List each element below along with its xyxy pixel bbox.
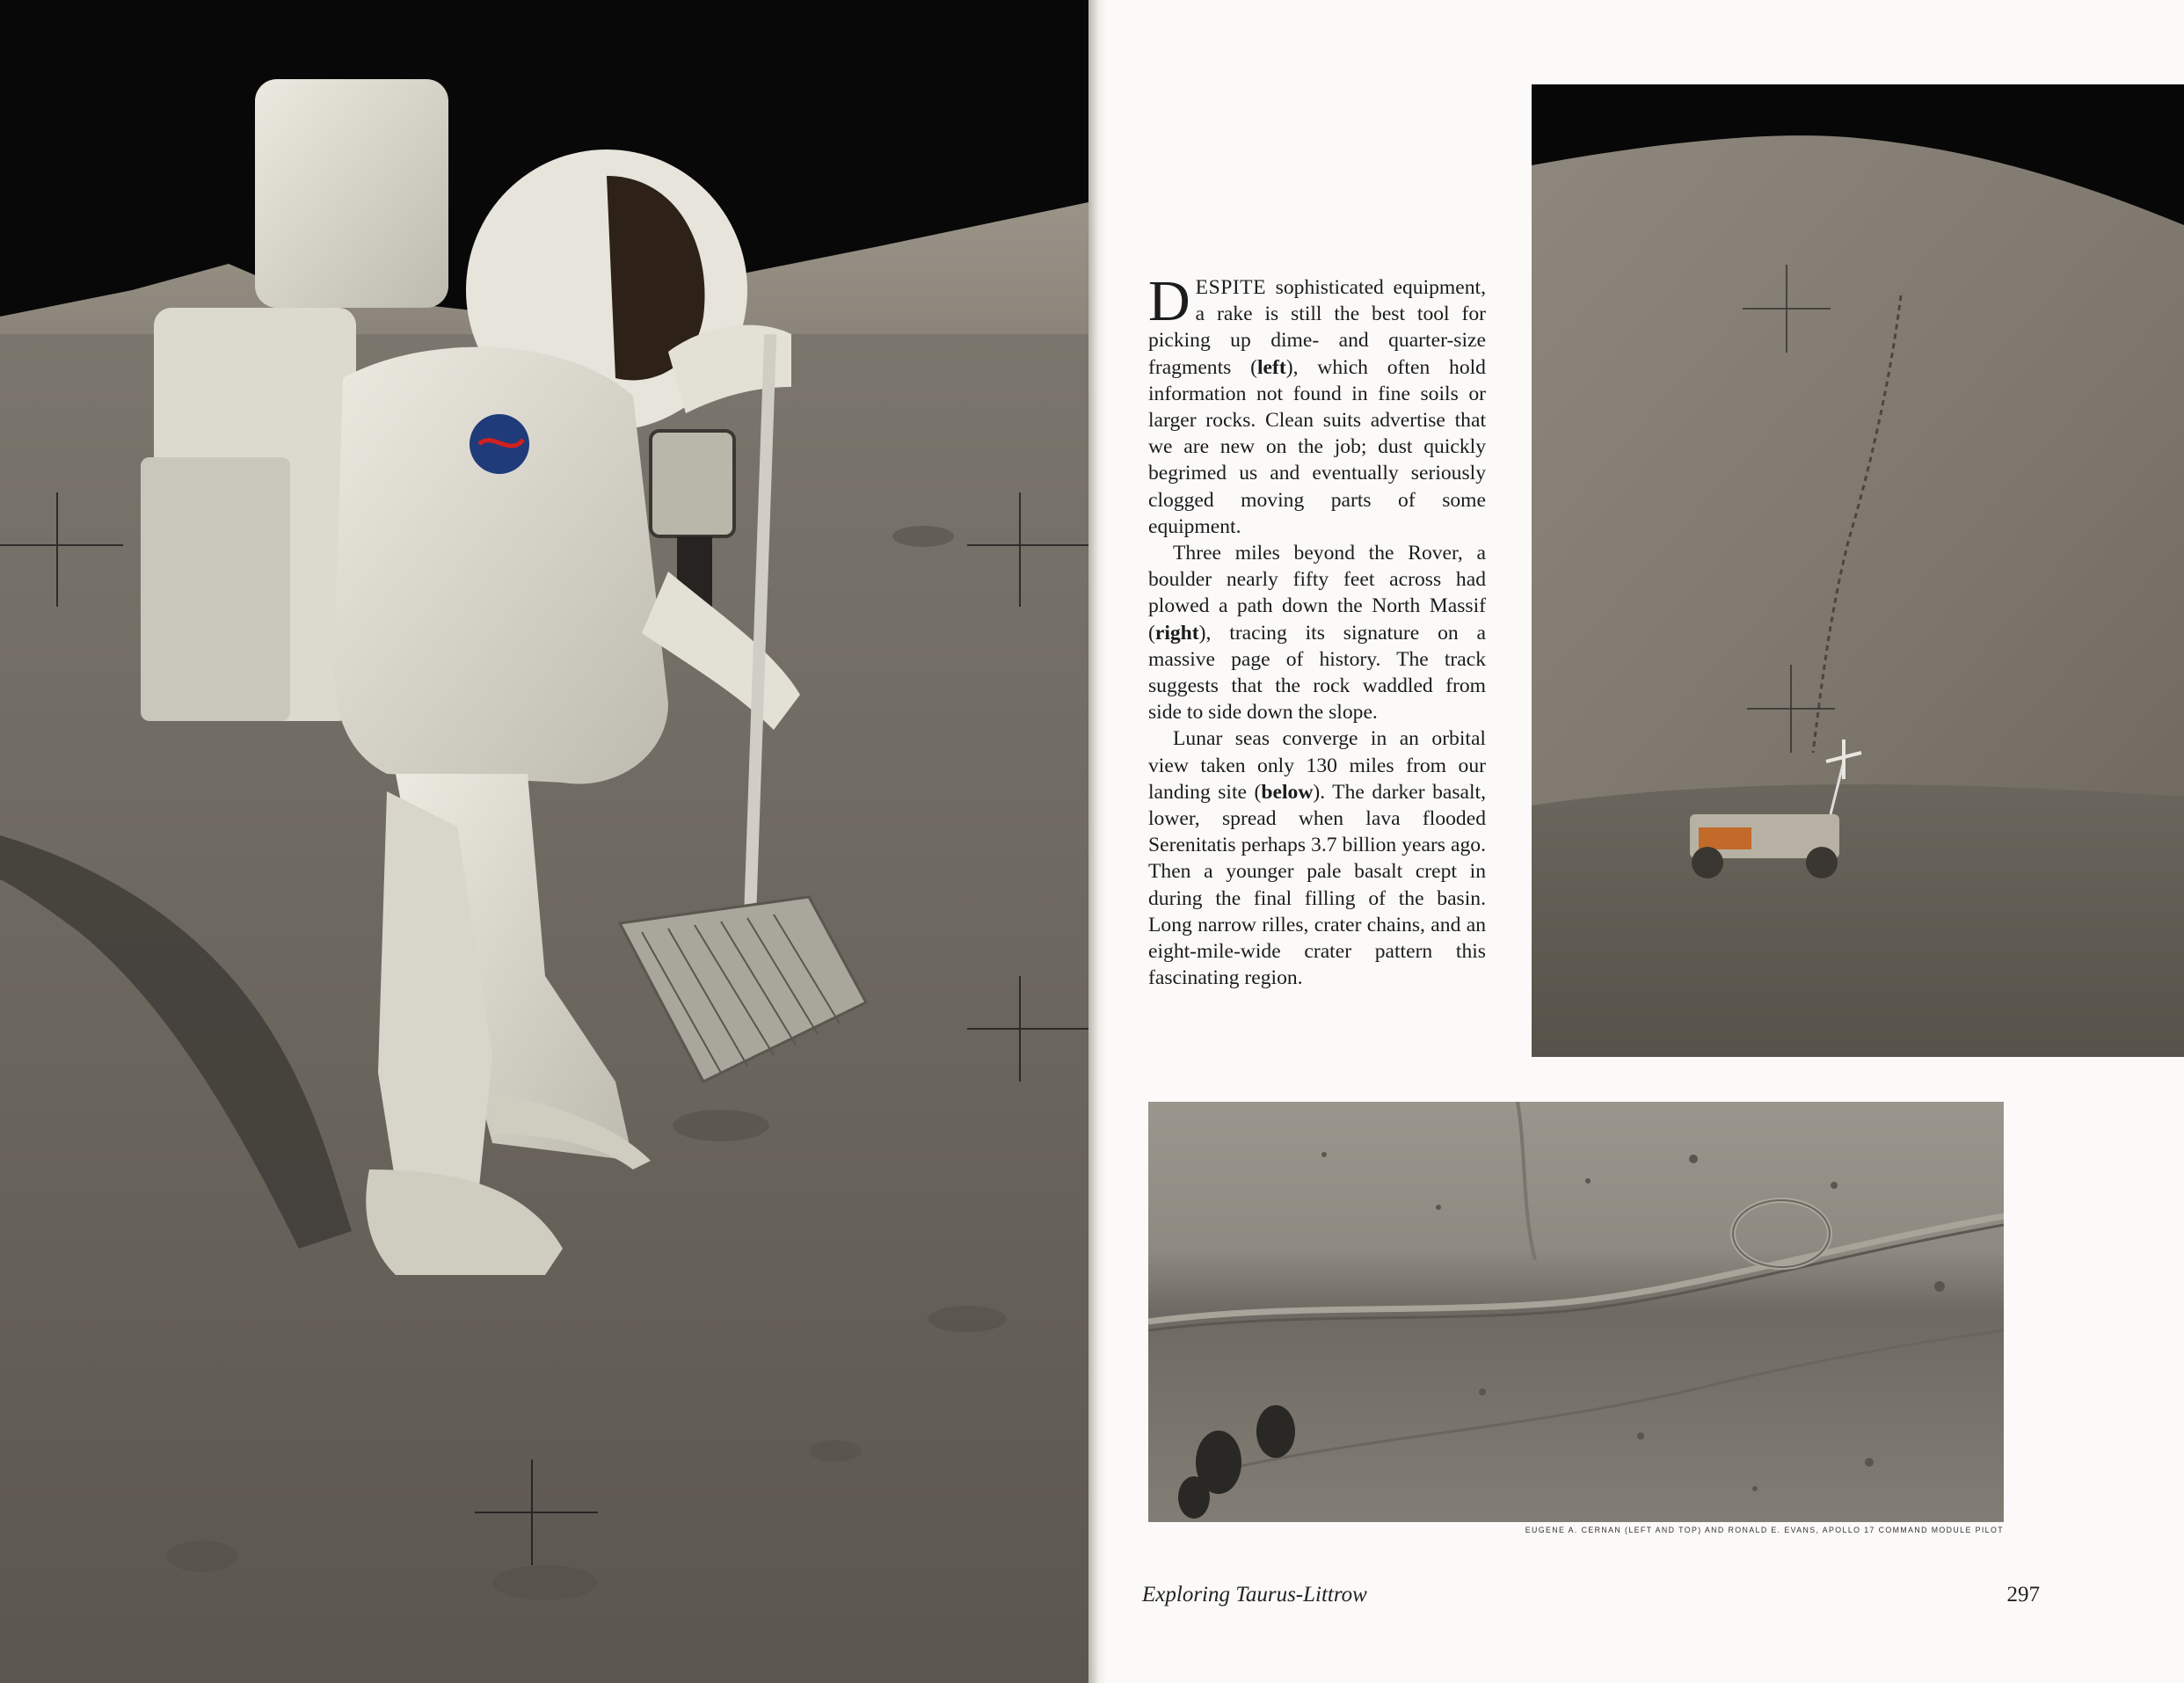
north-massif-photo: [1532, 84, 2184, 1057]
paragraph-3-text-b: ). The darker basalt, lower, spread when lava flooded Serenitatis perhaps 3.7 billion years ago. Then a younger pale basalt crept in during the final filling of the basin. Long narrow rilles, crater chains, and an eight-mile-wide crater pattern this fascinating region.: [1148, 780, 1487, 990]
paragraph-2: [1148, 540, 1486, 725]
photo-credit: EUGENE A. CERNAN (LEFT AND TOP) AND RONALD E. EVANS, APOLLO 17 COMMAND MODULE PILOT: [1525, 1526, 2004, 1534]
drop-cap: D: [1148, 269, 1190, 333]
running-footer-title: Exploring Taurus-Littrow: [1142, 1583, 1367, 1606]
page-number: 297: [2006, 1583, 2040, 1606]
lead-smallcaps: ESPITE: [1195, 276, 1267, 299]
paragraph-3-text-a: Lunar seas converge in an orbital view taken only 130 miles from our landing site (: [1148, 727, 1486, 804]
paragraph-1-text-b: ), which often hold information not found in fine soils or larger rocks. Clean suits advertise that we are new on the job; dust quickly begrimed us and eventually seriously clogged moving parts of some equipment.: [1148, 355, 1486, 538]
paragraph-2-ref: right: [1154, 621, 1199, 645]
north-massif-illustration: [1532, 84, 2184, 1057]
paragraph-2-text-b: ), tracing its signature on a massive page of history. The track suggests that the rock waddled from side to side down the slope.: [1148, 621, 1486, 725]
astronaut-rake-photo: [0, 0, 1088, 1683]
paragraph-2-text-a: Three miles beyond the Rover, a boulder nearly fifty feet across had plowed a path down the North Massif (: [1148, 542, 1486, 645]
paragraph-3-ref: below: [1261, 780, 1314, 804]
paragraph-3: [1148, 725, 1486, 991]
paragraph-1-ref: left: [1257, 355, 1286, 379]
paragraph-1-text-a: sophisticated equipment, a rake is still the best tool for picking up dime- and quarter-size fragments (: [1148, 276, 1486, 379]
astronaut-rake-illustration: [0, 0, 1088, 1683]
paragraph-1: [1148, 269, 1486, 540]
orbital-view-photo: [1148, 1102, 2004, 1522]
article-body: [1148, 269, 1487, 991]
orbital-view-illustration: [1148, 1102, 2004, 1522]
page-gutter: [1088, 0, 1108, 1683]
